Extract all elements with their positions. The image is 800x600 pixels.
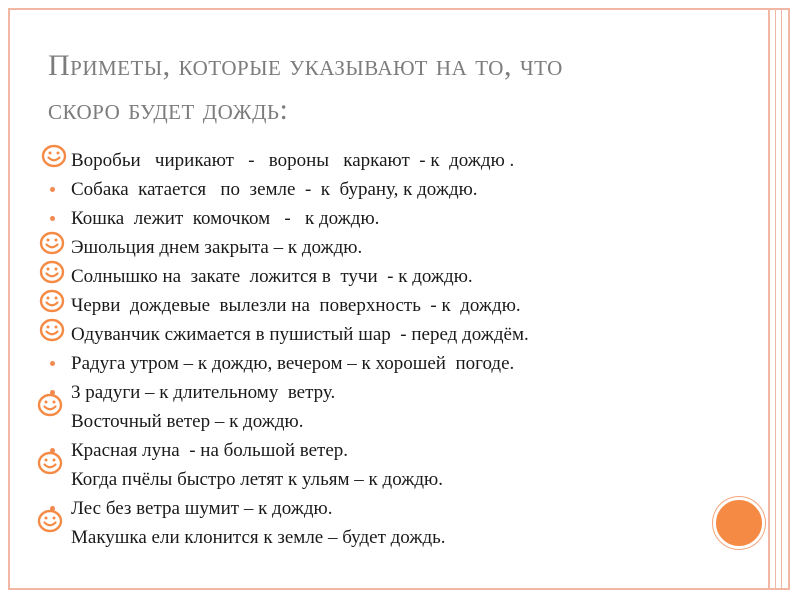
smiley-icon [38,260,66,284]
decor-line [775,8,776,590]
bullet-icon [50,187,55,192]
list-item-text: Одуванчик сжимается в пушистый шар - перед дождём. [71,324,529,345]
list-item-text: Восточный ветер – к дождю. [71,411,304,432]
smiley-icon [38,318,66,342]
decor-line [781,8,782,590]
list-item [0,523,760,552]
list-item [0,175,760,204]
list-item [0,291,760,320]
list-item-text: Красная луна - на большой ветер. [71,440,349,461]
list-item-text: Собака катается по земле - к бурану, к дождю. [71,179,478,200]
list-item-text: Эшольция днем закрыта – к дождю. [71,237,363,258]
list-item [0,378,760,407]
list-item-text: 3 радуги – к длительному ветру. [71,382,336,403]
list-item [0,349,760,378]
list-item-text: Черви дождевые вылезли на поверхность - к дождю. [71,295,521,316]
smiley-icon [40,144,68,168]
bullet-icon [50,361,55,366]
list-item-text: Лес без ветра шумит – к дождю. [71,498,333,519]
list-item [0,494,760,523]
list-item [0,465,760,494]
list-item [0,407,760,436]
smiley-icon [36,451,64,475]
smiley-icon [38,231,66,255]
title-line-1: Приметы, которые указывают на то, что [48,49,563,82]
list-item-text: Радуга утром – к дождю, вечером – к хорошей погоде. [71,353,515,374]
frame-top-border [8,8,790,10]
smiley-icon [36,393,64,417]
slide-title [48,44,728,132]
list-item [0,204,760,233]
list-item-text: Кошка лежит комочком - к дождю. [71,208,380,229]
list-item [0,146,760,175]
list-item [0,436,760,465]
smiley-icon [38,289,66,313]
list-item-text: Солнышко на закате ложится в тучи - к дождю. [71,266,473,287]
list-item [0,320,760,349]
list-item-text: Макушка ели клонится к земле – будет дождь. [71,527,446,548]
list-item [0,262,760,291]
list-item [0,233,760,262]
bullet-icon [50,216,55,221]
frame-bottom-border [8,588,790,590]
list-item-text: Воробьи чирикают - вороны каркают - к дождю . [71,150,515,171]
list-item-text: Когда пчёлы быстро летят к ульям – к дождю. [71,469,443,490]
title-line-2: скоро будет дождь: [48,93,289,126]
smiley-icon [36,509,64,533]
right-decor-panel [768,8,790,590]
